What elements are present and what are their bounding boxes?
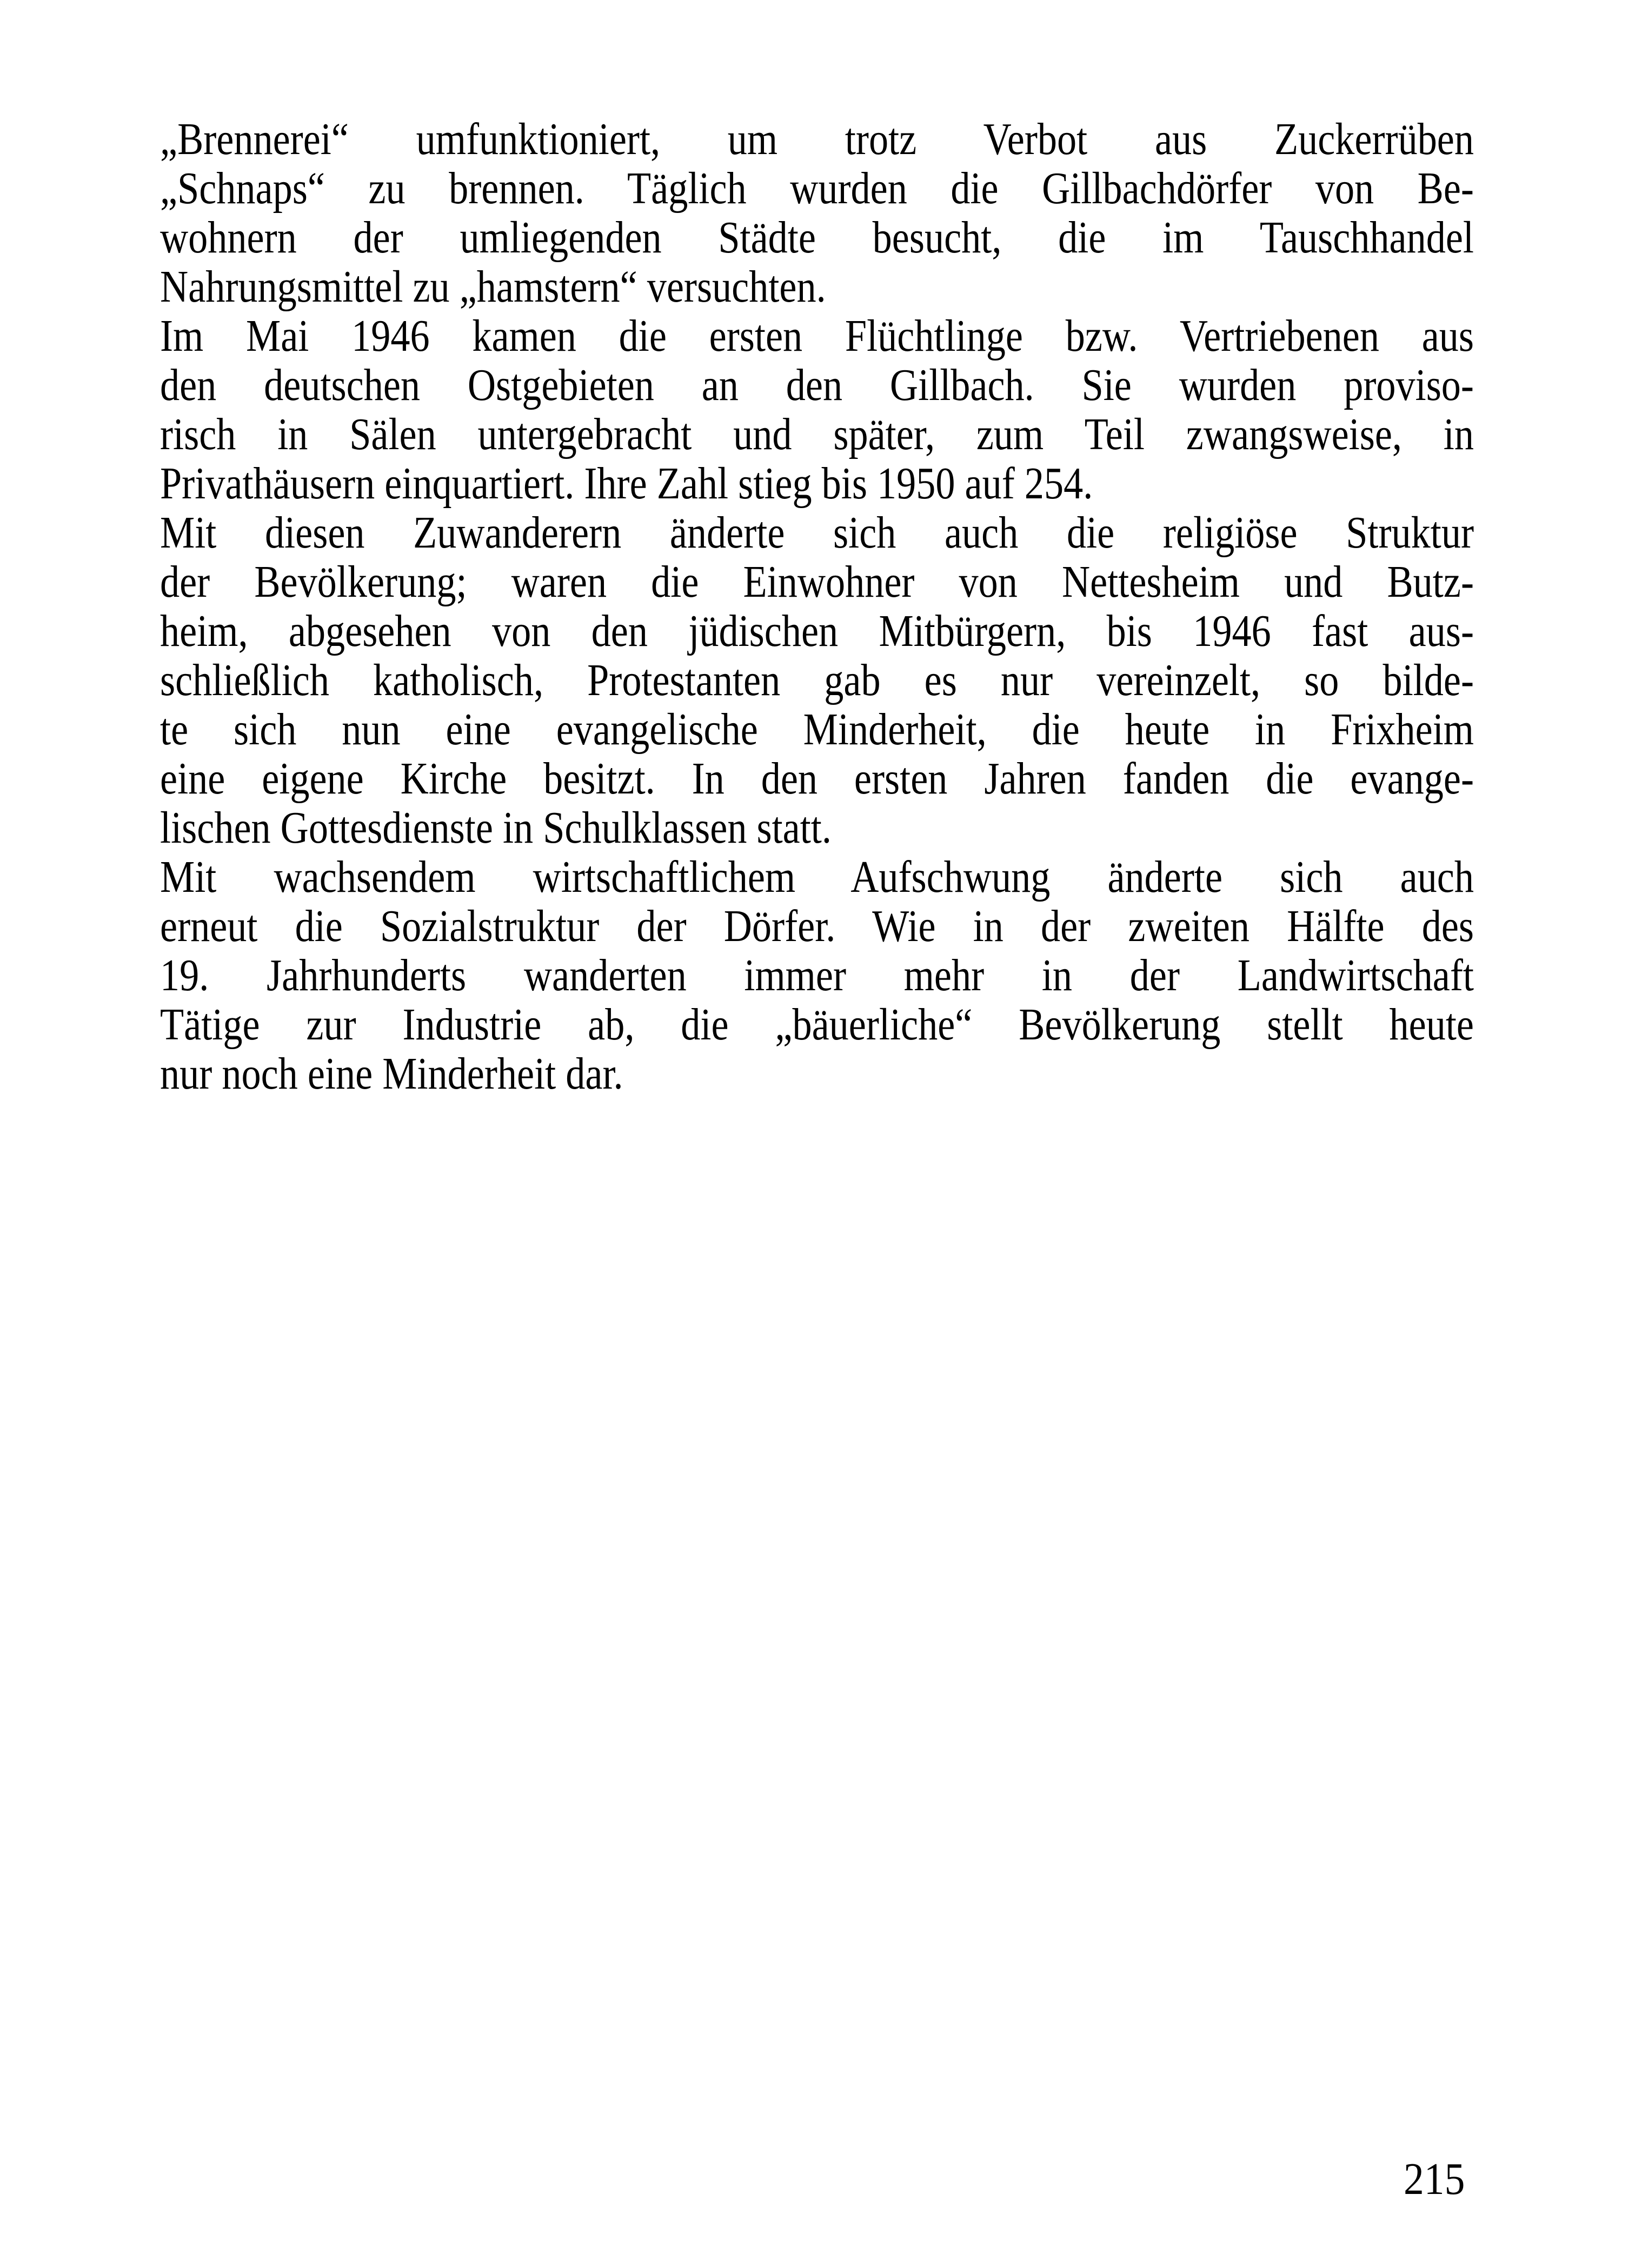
text-line: Mit wachsendem wirtschaftlichem Aufschwung änderte sich auch — [160, 852, 1474, 902]
paragraph-1 — [160, 115, 1474, 311]
page-number: 215 — [1404, 2154, 1465, 2204]
text-line: Im Mai 1946 kamen die ersten Flüchtlinge bzw. Vertriebenen aus — [160, 311, 1474, 361]
text-line: eine eigene Kirche besitzt. In den ersten Jahren fanden die evange- — [160, 753, 1474, 804]
text-line: te sich nun eine evangelische Minderheit, die heute in Frixheim — [160, 704, 1474, 755]
text-line: Privathäusern einquartiert. Ihre Zahl stieg bis 1950 auf 254. — [160, 458, 1093, 509]
text-line: wohnern der umliegenden Städte besucht, die im Tauschhandel — [160, 212, 1474, 263]
text-line: heim, abgesehen von den jüdischen Mitbürgern, bis 1946 fast aus- — [160, 606, 1474, 656]
text-line: lischen Gottesdienste in Schulklassen statt. — [160, 803, 832, 853]
text-line: Tätige zur Industrie ab, die „bäuerliche“ Bevölkerung stellt heute — [160, 999, 1474, 1050]
text-line: schließlich katholisch, Protestanten gab es nur vereinzelt, so bilde- — [160, 655, 1474, 705]
text-line: „Brennerei“ umfunktioniert, um trotz Verbot aus Zuckerrüben — [160, 114, 1474, 164]
text-line: risch in Sälen untergebracht und später, zum Teil zwangsweise, in — [160, 409, 1474, 459]
text-line: erneut die Sozialstruktur der Dörfer. Wie in der zweiten Hälfte des — [160, 901, 1474, 951]
paragraph-2 — [160, 311, 1474, 508]
paragraph-4 — [160, 852, 1474, 1098]
body-text — [160, 115, 1474, 1098]
text-line: Mit diesen Zuwanderern änderte sich auch die religiöse Struktur — [160, 508, 1474, 558]
text-line: der Bevölkerung; waren die Einwohner von Nettesheim und Butz- — [160, 557, 1474, 607]
text-line: den deutschen Ostgebieten an den Gillbach. Sie wurden proviso- — [160, 360, 1474, 410]
text-line: „Schnaps“ zu brennen. Täglich wurden die Gillbachdörfer von Be- — [160, 163, 1474, 214]
text-line: nur noch eine Minderheit dar. — [160, 1049, 623, 1099]
text-line: 19. Jahrhunderts wanderten immer mehr in der Landwirtschaft — [160, 950, 1474, 1000]
paragraph-3 — [160, 508, 1474, 852]
text-line: Nahrungsmittel zu „hamstern“ versuchten. — [160, 262, 826, 312]
